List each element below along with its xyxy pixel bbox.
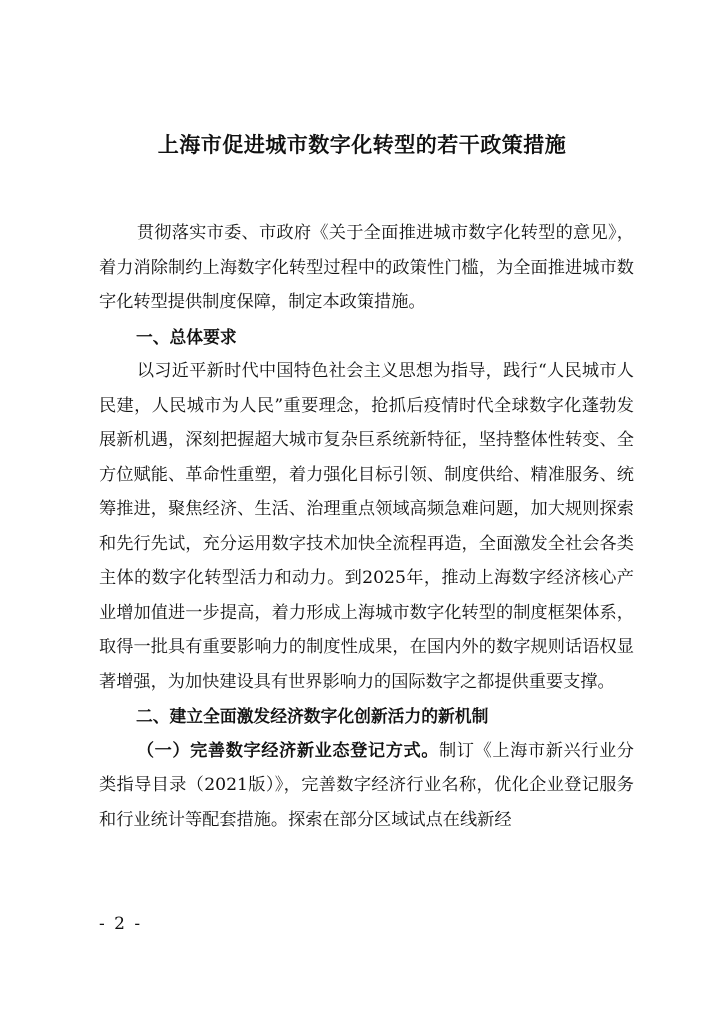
document-body xyxy=(99,216,634,837)
section-2-item-1-lead: （一）完善数字经济新业态登记方式。 xyxy=(136,740,440,761)
document-title: 上海市促进城市数字化转型的若干政策措施 xyxy=(157,132,567,157)
section-2-item-1-paragraph xyxy=(99,734,634,838)
intro-paragraph: 贯彻落实市委、市政府《关于全面推进城市数字化转型的意见》，着力消除制约上海数字化转型过程中的政策性门槛，为全面推进城市数字化转型提供制度保障，制定本政策措施。 xyxy=(99,223,634,312)
section-1-paragraph: 以习近平新时代中国特色社会主义思想为指导，践行“人民城市人民建，人民城市为人民”重要理念，抢抓后疫情时代全球数字化蓬勃发展新机遇，深刻把握超大城市复杂巨系统新特征，坚持整体性转变、全方位赋能、革命性重塑，着力强化目标引领、制度供给、精准服务、统筹推进，聚焦经济、生活、治理重点领域高频急难问题，加大规则探索和先行先试，充分运用数字技术加快全流程再造，全面激发全社会各类主体的数字化转型活力和动力。到2025年，推动上海数字经济核心产业增加值进一步提高，着力形成上海城市数字化转型的制度框架体系，取得一批具有重要影响力的制度性成果，在国内外的数字规则话语权显著增强，为加快建设具有世界影响力的国际数字之都提供重要支撑。 xyxy=(99,361,634,692)
page-number: - 2 - xyxy=(99,914,143,934)
section-2-item-1-text: 制订《上海市新兴行业分类指导目录（2021版）》，完善数字经济行业名称，优化企业登记服务和行业统计等配套措施。探索在部分区域试点在线新经 xyxy=(99,740,634,830)
section-2-heading: 二、建立全面激发经济数字化创新活力的新机制 xyxy=(135,706,489,726)
section-1-heading: 一、总体要求 xyxy=(135,326,237,347)
